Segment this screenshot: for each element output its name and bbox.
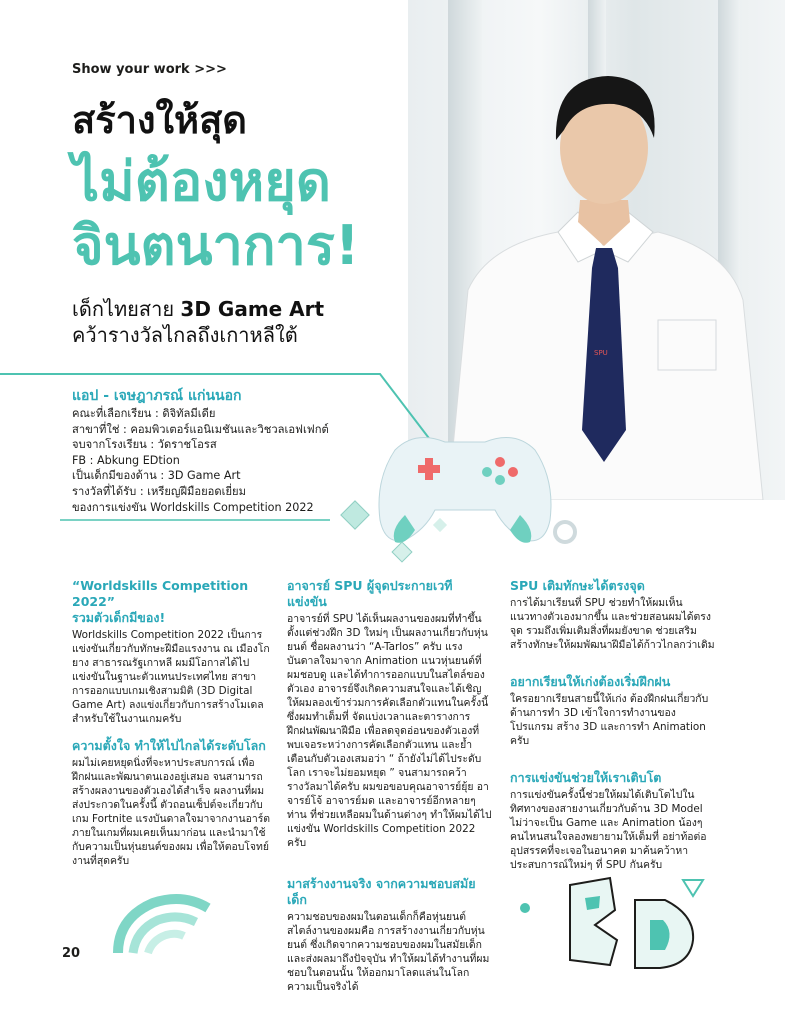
game-controller-icon — [335, 420, 585, 570]
page-number: 20 — [62, 946, 81, 961]
col3-heading-2: อยากเรียนให้เก่งต้องเริ่มฝึกฝน — [510, 674, 671, 689]
subtitle-line1-a: เด็กไทยสาย — [72, 297, 181, 321]
col3-paragraph-2: ใครอยากเรียนสายนี้ให้เก่ง ต้องฝึกฝนเกี่ยวกับด้านการทำ 3D เข้าใจการทำงานของโปรแกรม สร้าง 3D และการทำ Animation ครับ — [510, 693, 709, 747]
profile-line: ของการแข่งขัน Worldskills Competition 2022 — [72, 500, 314, 514]
profile-line: เป็นเด็กมีของด้าน : 3D Game Art — [72, 469, 241, 483]
col3-heading: SPU เติมทักษะได้ตรงจุด — [510, 578, 645, 593]
col2-heading: อาจารย์ SPU ผู้จุดประกายเวทีแข่งขัน — [287, 578, 453, 609]
column-1 — [72, 578, 272, 880]
subtitle — [72, 296, 324, 348]
col1-paragraph: Worldskills Competition 2022 เป็นการแข่งขันเกี่ยวกับทักษะฝีมือแรงงาน ณ เมืองโกยาง สาธารณรัฐเกาหลี ผมมีโอกาสได้ไปแข่งขันในฐานะตัวแทนประเทศไทย สาขาการออกแบบเกมเชิงสามมิติ (3D Digital Game Art) ลงแข่งเกี่ยวกับการสร้างโมเดลสำหรับใช้ในงานเกมครับ — [72, 629, 270, 725]
column-3 — [510, 578, 715, 884]
col2-paragraph-2: ความชอบของผมในตอนเด็กก็คือหุ่นยนต์ สไตล์งานของผมคือ การสร้างงานเกี่ยวกับหุ่นยนต์ ซึ่งเกิดจากความชอบของผมในสมัยเด็ก และส่งผลมาถึงปัจจุบัน ทำให้ผมได้ทำงานที่ผมชอบในตอนนั้น ให้ออกมาโลดแล่นในโลกความเป็นจริงได้ — [287, 911, 490, 993]
headline-line-2: ไม่ต้องหยุดจินตนาการ! — [72, 150, 360, 277]
profile-line: คณะที่เลือกเรียน : ดิจิทัลมีเดีย — [72, 407, 216, 420]
subtitle-line1-b: 3D Game Art — [180, 297, 325, 321]
wifi-arcs-icon — [108, 878, 218, 958]
section-kicker: Show your work >>> — [72, 62, 227, 77]
headline-line-1: สร้างให้สุด — [72, 98, 247, 142]
subtitle-line2: คว้ารางวัลไกลถึงเกาหลีใต้ — [72, 323, 298, 347]
profile-line: รางวัลที่ได้รับ : เหรียญฝีมือยอดเยี่ยม — [72, 484, 246, 498]
col1-heading-a: “Worldskills Competition 2022” — [72, 578, 249, 609]
3d-letters-icon — [515, 870, 715, 970]
col3-paragraph: การได้มาเรียนที่ SPU ช่วยทำให้ผมเห็นแนวทางตัวเองมากขึ้น และช่วยสอนผมได้ตรงจุด รวมถึงเพิ่มเติมสิ่งที่ผมยังขาด ช่วยเสริมสร้างทักษะให้ผมพัฒนาฝีมือได้ก้าวไกลกว่าเดิม — [510, 597, 715, 651]
col3-heading-3: การแข่งขันช่วยให้เราเติบโต — [510, 770, 662, 785]
column-2 — [287, 578, 492, 1006]
profile-line: จบจากโรงเรียน : วัดราชโอรส — [72, 438, 217, 452]
col1-heading-b: รวมตัวเด็กมีของ! — [72, 610, 166, 625]
profile-line: FB : Abkung EDtion — [72, 453, 180, 467]
col2-paragraph: อาจารย์ที่ SPU ได้เห็นผลงานของผมที่ทำขึ้นตั้งแต่ช่วงฝึก 3D ใหม่ๆ เป็นผลงานเกี่ยวกับหุ่นยนต์ ชื่อผลงานว่า “A-Tarlos” ครับ แรงบันดาลใจมาจาก Animation แนวหุ่นยนต์ที่ผมชอบดู และได้ทำการออกแบบในสไตล์ของตัวเอง อาจารย์จึงเกิดความสนใจและได้เชิญให้ผมลองเข้าร่วมการคัดเลือกตัวแทนในครั้งนี้ ซึ่งผมทำเต็มที่ จัดแบ่งเวลาและตารางการฝึกฝนพัฒนาฝีมือ เพื่อลดจุดอ่อนของตัวเองที่พบเจอระหว่างการคัดเลือกตัวแทน และย้ำเตือนกับตัวเองเสมอว่า “ ถ้ายังไม่ได้ไประดับโลก เราจะไม่ยอมหยุด ” จนสามารถคว้ารางวัลมาได้ครับ ผมขอขอบคุณอาจารย์ยุ้ย อาจารย์โจ้ อาจารย์มด และอาจารย์อีกหลายๆ ท่าน ที่ช่วยเหลือผมในด้านต่างๆ ทำให้ผมได้ไปแข่งขัน Worldskills Competition 2022 ครับ — [287, 613, 492, 849]
col3-paragraph-3: การแข่งขันครั้งนี้ช่วยให้ผมได้เติบโตไปในทิศทางของสายงานเกี่ยวกับด้าน 3D Model ไม่ว่าจะเป็น Game และ Animation น้องๆ คนไหนสนใจลองพยายามให้เต็มที่ อย่าท้อต่ออุปสรรคที่จะเจอในอนาคต มาค้นคว้าหาประสบการณ์ใหม่ๆ ที่ SPU กันครับ — [510, 789, 707, 871]
profile-line: สาขาที่ใช่ : คอมพิวเตอร์แอนิเมชันและวิชวลเอฟเฟกต์ — [72, 422, 329, 436]
col2-heading-2: มาสร้างงานจริง จากความชอบสมัยเด็ก — [287, 876, 476, 907]
col1-paragraph-2: ผมไม่เคยหยุดนิ่งที่จะหาประสบการณ์ เพื่อฝึกฝนและพัฒนาตนเองอยู่เสมอ จนสามารถสร้างผลงานของตัวเองได้สำเร็จ ผลงานที่ผมส่งประกวดในครั้งนี้ ตัวถอนเซ็ปต์จะเกี่ยวกับเกม Fortnite แรงบันดาลใจมาจากงานอาร์ตภายในเกมที่ผมเคยเห็นมาก่อน และนำมาใช้กับความเป็นหุ่นยนต์ของผม เพื่อให้ตอบโจทย์งานที่สุดครับ — [72, 757, 271, 867]
col1-heading-2: ความตั้งใจ ทำให้ไปไกลได้ระดับโลก — [72, 738, 266, 753]
profile-name: แอป - เจษฎาภรณ์ แก่นนอก — [72, 388, 242, 404]
shirt-logo: SPU — [594, 349, 608, 357]
